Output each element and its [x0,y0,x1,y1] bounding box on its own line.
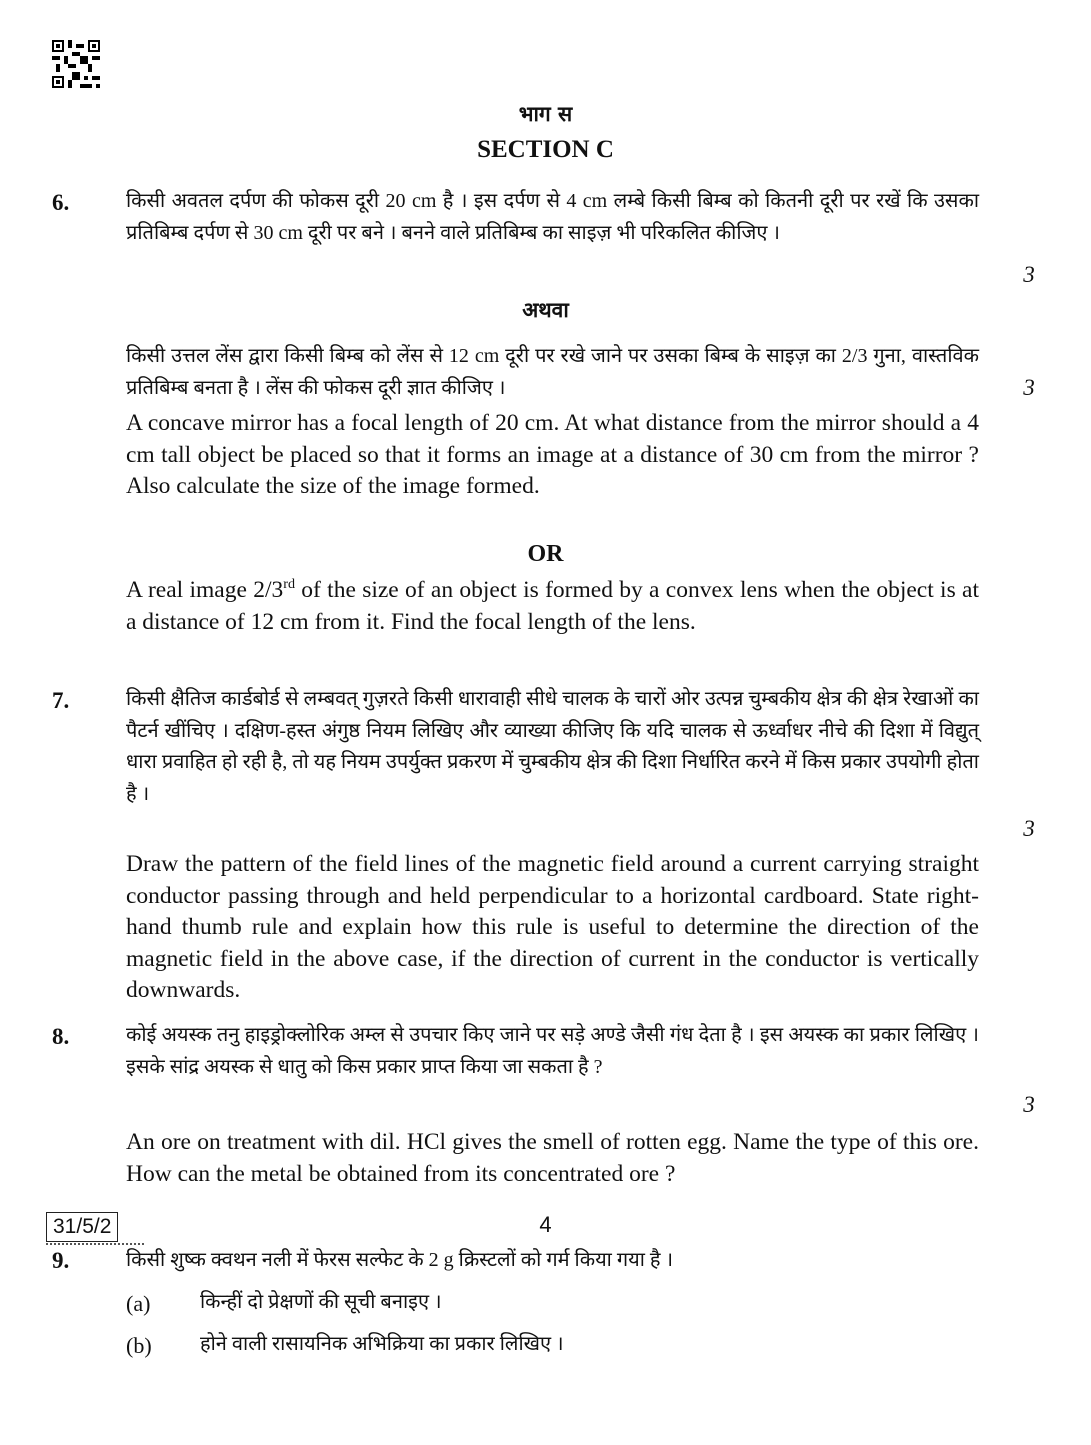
section-heading-hindi: भाग स [518,101,573,126]
question-number: 8. [52,1024,70,1049]
question-text-hindi: किसी अवतल दर्पण की फोकस दूरी 20 cm है । इस दर्पण से 4 cm लम्बे किसी बिम्ब को कितनी दूरी पर रखें कि उसका प्रतिबिम्ब दर्पण से 30 cm दूरी पर बने । बनने वाले प्रतिबिम्ब का साइज़ भी परिकलित कीजिए । [126,190,979,244]
alternative-question-hindi: किसी उत्तल लेंस द्वारा किसी बिम्ब को लेंस से 12 cm दूरी पर रखे जाने पर उसका बिम्ब के साइज़ का 2/3 गुना, वास्तविक प्रतिबिम्ब बनता है । लेंस की फोकस दूरी ज्ञात कीजिए । [126,345,979,399]
alt-text-start: A real image 2/3 [126,577,284,603]
question-number: 9. [52,1248,70,1273]
question-number: 7. [52,688,70,713]
alt-text-rest: of the size of an object is formed by a convex lens when the object is at a distance of 12 cm from it. Find the focal length of the lens. [126,577,979,635]
question-text-hindi: किसी शुष्क क्वथन नली में फेरस सल्फेट के 2 g क्रिस्टलों को गर्म किया गया है । [126,1249,674,1271]
or-heading-hindi: अथवा [522,297,569,322]
paper-code: 31/5/2 [46,1212,118,1242]
question-text-hindi: किसी क्षैतिज कार्डबोर्ड से लम्बवत् गुज़रते किसी धारावाही सीधे चालक के चारों ओर उत्पन्न चुम्बकीय क्षेत्र की क्षेत्र रेखाओं का पैटर्न खींचिए । दक्षिण-हस्त अंगुष्ठ नियम लिखिए और व्याख्या कीजिए कि यदि चालक से ऊर्ध्वाधर नीचे की दिशा में विद्युत् धारा प्रवाहित हो रही है, तो यह नियम उपर्युक्त प्रकरण में चुम्बकीय क्षेत्र की दिशा निर्धारित करने में किस प्रकार उपयोगी होता है । [126,688,979,805]
alternative-question-english [126,575,979,638]
or-heading-english: OR [527,541,564,567]
marks: 3 [1023,1092,1035,1117]
question-text-hindi: कोई अयस्क तनु हाइड्रोक्लोरिक अम्ल से उपचार किए जाने पर सड़े अण्डे जैसी गंध देता है । इस अयस्क का प्रकार लिखिए । इसके सांद्र अयस्क से धातु को किस प्रकार प्राप्त किया जा सकता है ? [126,1024,979,1078]
question-text-english: A concave mirror has a focal length of 20 cm. At what distance from the mirror should a 4 cm tall object be placed so that it forms an image at a distance of 30 cm from the mirror ? Also calculate the size of the image formed. [126,410,979,499]
marks: 3 [1023,375,1035,400]
sub-part-label: (b) [126,1333,152,1358]
question-number: 6. [52,190,70,215]
ordinal-suffix: rd [283,576,295,593]
section-heading-english: SECTION C [477,136,614,163]
page-number: 4 [539,1212,552,1237]
qr-code-icon [52,40,100,88]
question-text-english: Draw the pattern of the field lines of the magnetic field around a current carrying straight conductor passing through and held perpendicular to a horizontal cardboard. State right-hand thumb rule and explain how this rule is useful to determine the direction of the magnetic field in the above case, if the direction of current in the conductor is vertically downwards. [126,851,979,1003]
marks: 3 [1023,816,1035,841]
marks: 3 [1023,262,1035,287]
sub-part-text: होने वाली रासायनिक अभिक्रिया का प्रकार लिखिए । [200,1333,564,1355]
paper-code-underline [46,1243,144,1249]
sub-part-text: किन्हीं दो प्रेक्षणों की सूची बनाइए । [200,1291,442,1313]
question-text-english: An ore on treatment with dil. HCl gives the smell of rotten egg. Name the type of this ore. How can the metal be obtained from its concentrated ore ? [126,1129,979,1187]
sub-part-label: (a) [126,1291,151,1316]
